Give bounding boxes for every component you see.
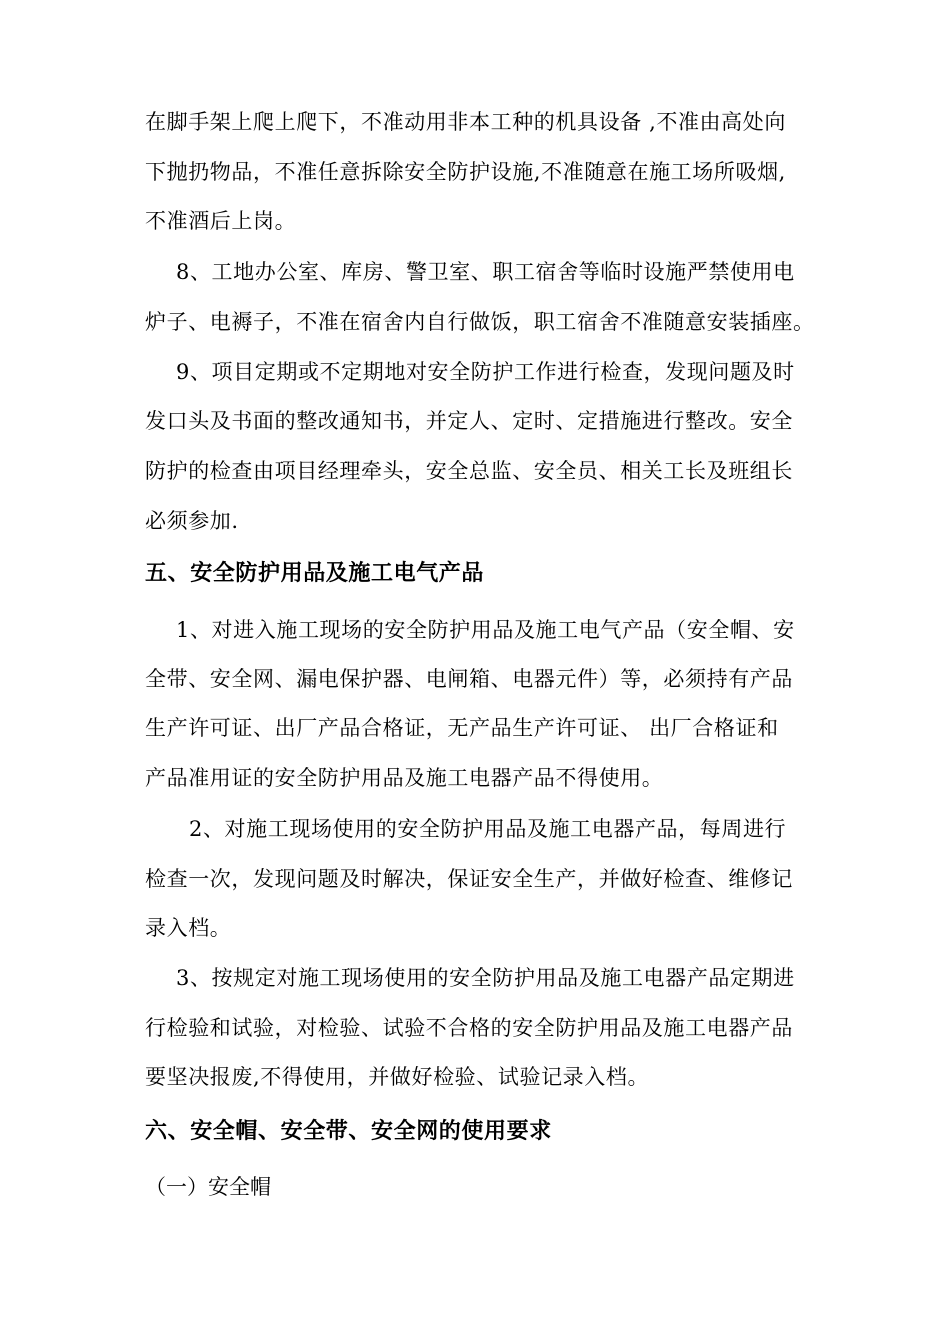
- paragraph-line: 行检验和试验，对检验、试验不合格的安全防护用品及施工电器产品: [145, 1016, 793, 1040]
- paragraph-line: 产品准用证的安全防护用品及施工电器产品不得使用。: [145, 766, 664, 790]
- subsection-heading: （一）安全帽: [145, 1175, 271, 1199]
- paragraph-line: 9、项目定期或不定期地对安全防护工作进行检查，发现问题及时: [176, 360, 795, 384]
- paragraph-line: 3、按规定对施工现场使用的安全防护用品及施工电器产品定期进: [176, 966, 795, 990]
- paragraph-line: 要坚决报废,不得使用，并做好检验、试验记录入档。: [145, 1065, 650, 1089]
- paragraph-line: 8、工地办公室、库房、警卫室、职工宿舍等临时设施严禁使用电: [176, 260, 795, 284]
- section-heading: 六、安全帽、安全带、安全网的使用要求: [145, 1118, 552, 1144]
- paragraph-line: 必须参加.: [145, 509, 239, 533]
- paragraph-line: 炉子、电褥子，不准在宿舍内自行做饭，职工宿舍不准随意安装插座。: [145, 310, 815, 334]
- paragraph-line: 2、对施工现场使用的安全防护用品及施工电器产品，每周进行: [189, 817, 787, 841]
- paragraph-line: 防护的检查由项目经理牵头，安全总监、安全员、相关工长及班组长: [145, 459, 793, 483]
- section-heading: 五、安全防护用品及施工电气产品: [145, 560, 485, 586]
- paragraph-line: 发口头及书面的整改通知书，并定人、定时、定措施进行整改。安全: [145, 409, 793, 433]
- paragraph-line: 在脚手架上爬上爬下，不准动用非本工种的机具设备 ,不准由高处向: [145, 110, 786, 134]
- paragraph-line: 1、对进入施工现场的安全防护用品及施工电气产品（安全帽、安: [176, 618, 795, 642]
- paragraph-line: 检查一次，发现问题及时解决，保证安全生产，并做好检查、维修记: [145, 867, 793, 891]
- paragraph-line: 全带、安全网、漏电保护器、电闸箱、电器元件）等，必须持有产品: [145, 667, 793, 691]
- paragraph-line: 生产许可证、出厂产品合格证，无产品生产许可证、 出厂合格证和: [145, 716, 779, 740]
- paragraph-line: 不准酒后上岗。: [145, 209, 297, 233]
- paragraph-line: 录入档。: [145, 916, 232, 940]
- paragraph-line: 下抛扔物品，不准任意拆除安全防护设施,不准随意在施工场所吸烟,: [145, 160, 786, 184]
